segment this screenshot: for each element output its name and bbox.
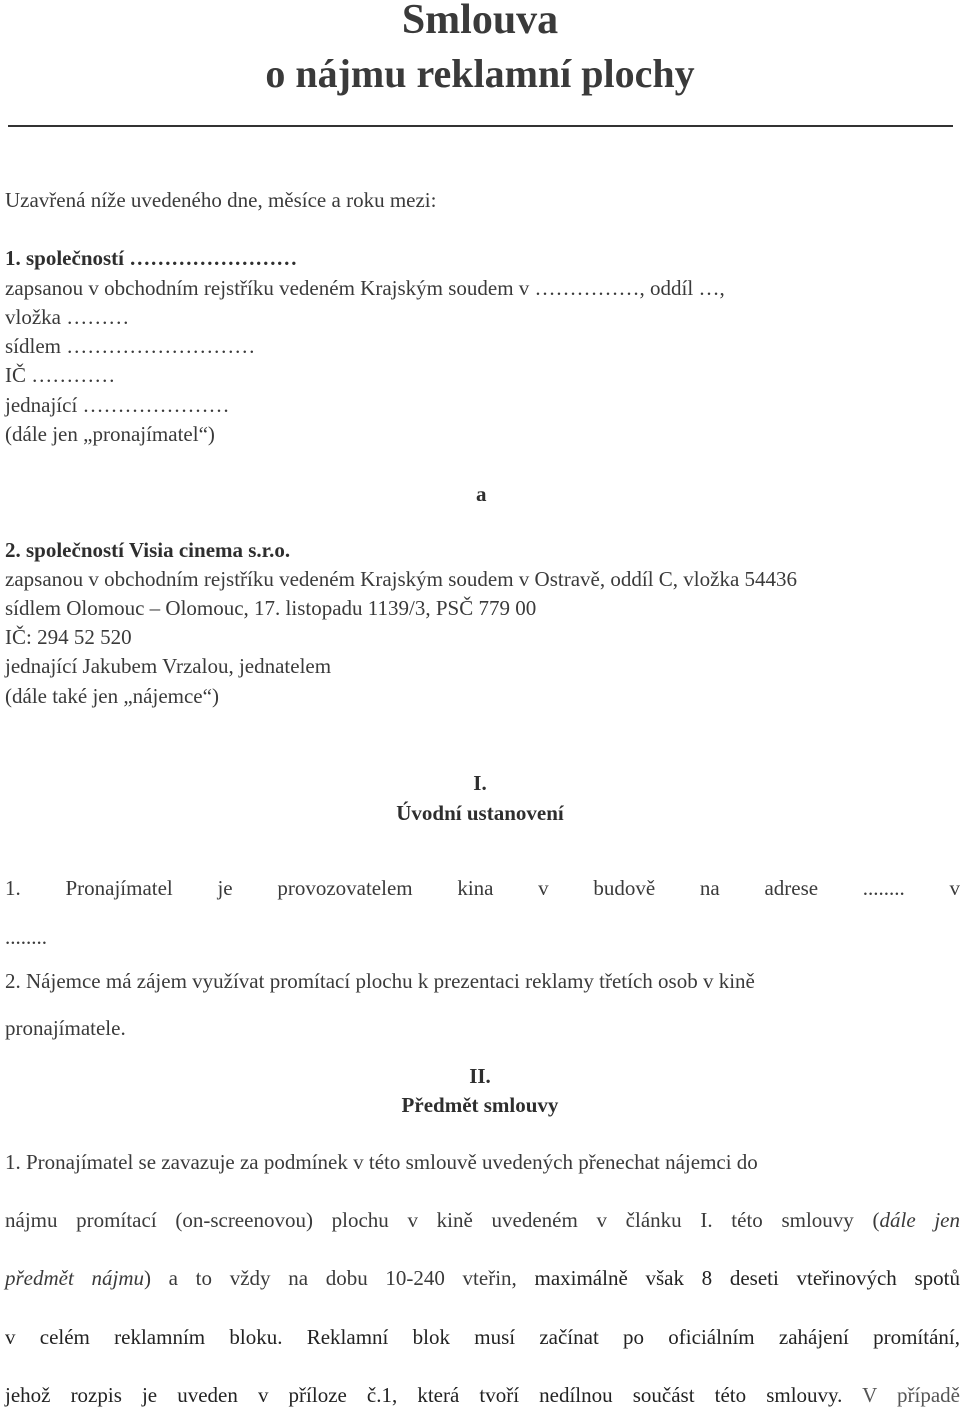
party1-insert: vložka ……… [5, 305, 130, 329]
section2-line3 [5, 1266, 960, 1290]
party2-name: 2. společností Visia cinema s.r.o. [5, 538, 291, 562]
section2-line3-emphasis: maximálně však 8 deseti vteřinových spotů [534, 1266, 960, 1290]
section2-line2-text: nájmu promítací (on-screenovou) plochu v kině uvedeném v článku I. této smlouvy ( [5, 1208, 880, 1232]
title-divider [8, 125, 953, 127]
section2-line5-text: jehož rozpis je uveden v příloze č.1, která tvoří nedílnou součást této smlouvy. [5, 1383, 863, 1407]
section2-heading: Předmět smlouvy [401, 1093, 559, 1117]
section1-paragraph2: 2. Nájemce má zájem využívat promítací plochu k prezentaci reklamy třetích osob v kině [5, 969, 755, 993]
party1-representative: jednající ………………… [5, 393, 230, 417]
section1-number: I. [473, 771, 487, 795]
section1-paragraph1: 1. Pronajímatel je provozovatelem kina v budově na adrese ........ v [5, 876, 960, 900]
section2-line4: v celém reklamním bloku. Reklamní blok musí začínat po oficiálním zahájení promítání, [5, 1325, 960, 1349]
document-subtitle: o nájmu reklamní plochy [265, 51, 695, 96]
party2-registry: zapsanou v obchodním rejstříku vedeném Krajským soudem v Ostravě, oddíl C, vložka 54436 [5, 567, 798, 591]
document-title: Smlouva [401, 0, 559, 43]
party2-designation: (dále také jen „nájemce“) [5, 684, 219, 708]
party1-seat: sídlem ……………………… [5, 334, 256, 358]
party1-registry: zapsanou v obchodním rejstříku vedeném Krajským soudem v ……………, oddíl …, [5, 276, 725, 300]
party1-name: 1. společností …………………… [5, 246, 298, 270]
party2-id: IČ: 294 52 520 [5, 625, 132, 649]
section2-number: II. [469, 1064, 491, 1088]
intro-text: Uzavřená níže uvedeného dne, měsíce a roku mezi: [5, 188, 437, 212]
section2-line1: 1. Pronajímatel se zavazuje za podmínek v této smlouvě uvedených přenechat nájemci do [5, 1150, 758, 1174]
section2-line5-end: V případě [862, 1383, 960, 1407]
party1-id: IČ ………… [5, 363, 116, 387]
section2-line3-text: ) a to vždy na dobu 10-240 vteřin, [144, 1266, 535, 1290]
section1-heading: Úvodní ustanovení [396, 801, 564, 825]
section1-paragraph1-cont: ........ [5, 925, 47, 949]
section2-line2-italic: dále jen [879, 1208, 960, 1232]
party2-seat: sídlem Olomouc – Olomouc, 17. listopadu 1139/3, PSČ 779 00 [5, 596, 537, 620]
section2-line2 [5, 1208, 960, 1232]
section1-paragraph2-cont: pronajímatele. [5, 1016, 126, 1040]
conjunction: a [476, 482, 487, 506]
party1-designation: (dále jen „pronajímatel“) [5, 422, 215, 446]
section2-line3-italic: předmět nájmu [5, 1266, 144, 1290]
section2-line5 [5, 1383, 960, 1407]
party2-representative: jednající Jakubem Vrzalou, jednatelem [5, 654, 332, 678]
